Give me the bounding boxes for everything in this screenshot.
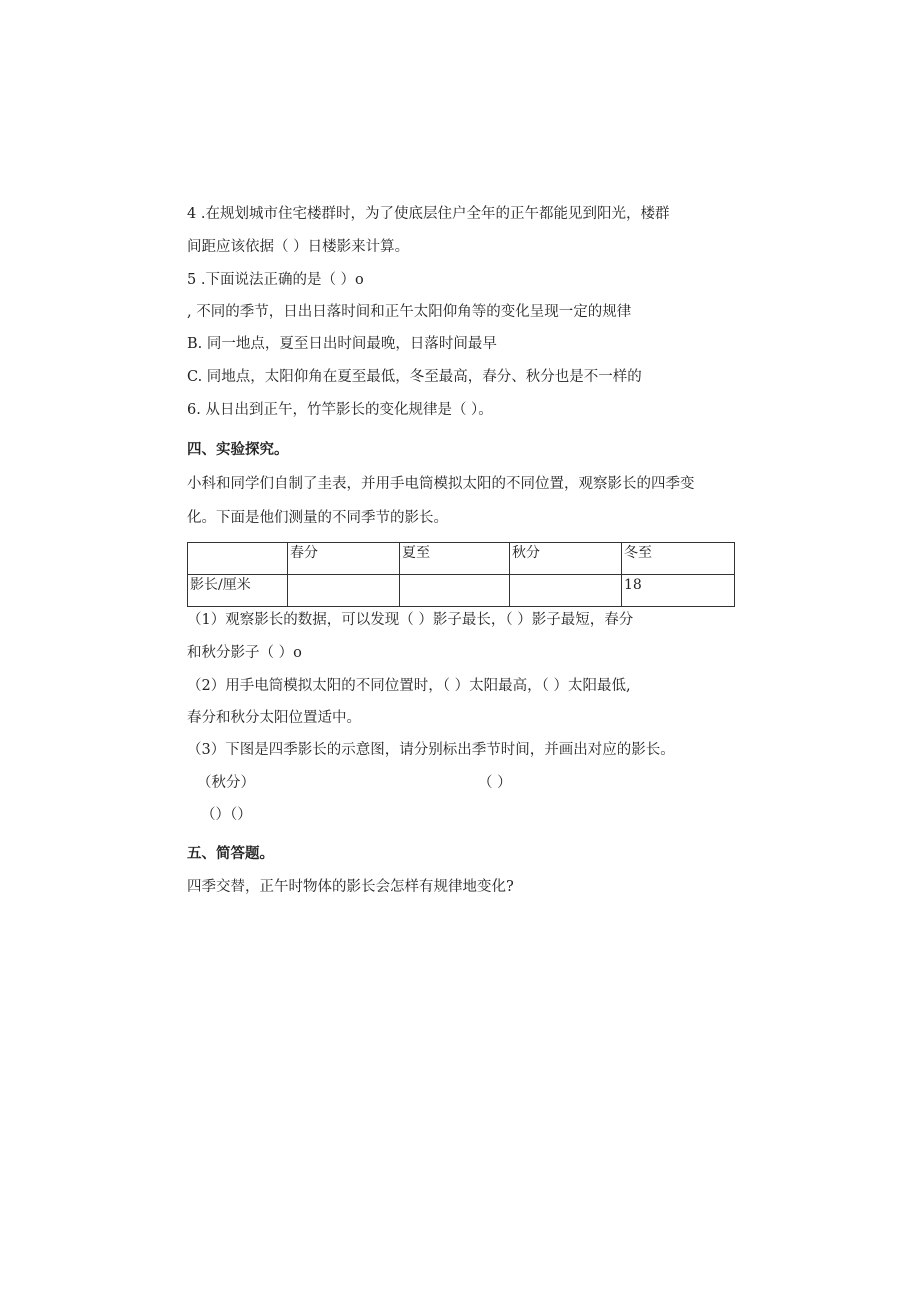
section-5-heading: 五、简答题。	[187, 846, 274, 862]
table-header-cell: 秋分	[510, 543, 622, 575]
table-header-cell: 夏至	[400, 543, 510, 575]
table-cell	[400, 575, 510, 607]
table-cell	[288, 575, 400, 607]
figure-label-blank-right: （ ）	[478, 775, 512, 791]
q4-line-1: 4 .在规划城市住宅楼群时，为了使底层住户全年的正午都能见到阳光，楼群	[187, 206, 670, 222]
sub-question-3: （3）下图是四季影长的示意图，请分别标出季节时间，并画出对应的影长。	[187, 742, 675, 758]
sub-question-1-line-2: 和秋分影子（ ）o	[187, 645, 302, 661]
table-header-cell	[188, 543, 288, 575]
table-row	[188, 575, 735, 607]
q5-option-b: B. 同一地点，夏至日出时间最晚，日落时间最早	[187, 336, 497, 352]
section-4-intro-line-1: 小科和同学们自制了圭表，并用手电筒模拟太阳的不同位置，观察影长的四季变	[187, 476, 695, 492]
sub-question-1-line-1: （1）观察影长的数据，可以发现（ ）影子最长，（ ）影子最短，春分	[187, 612, 634, 628]
table-header-row	[188, 543, 735, 575]
table-cell	[510, 575, 622, 607]
q5-option-a: , 不同的季节，日出日落时间和正午太阳仰角等的变化呈现一定的规律	[187, 304, 632, 320]
table-header-cell: 冬至	[622, 543, 735, 575]
q5-stem: 5 .下面说法正确的是（ ）o	[187, 272, 364, 288]
q6-question: 6. 从日出到正午，竹竿影长的变化规律是（ ）。	[187, 402, 493, 418]
section-4-intro-line-2: 化。下面是他们测量的不同季节的影长。	[187, 510, 448, 526]
sub-question-2-line-2: 春分和秋分太阳位置适中。	[187, 710, 361, 726]
section-5-question: 四季交替，正午时物体的影长会怎样有规律地变化?	[187, 879, 514, 895]
q5-option-c: C. 同地点，太阳仰角在夏至最低，冬至最高，春分、秋分也是不一样的	[187, 369, 642, 385]
figure-label-blank-bottom: （）（）	[201, 807, 252, 823]
section-4-heading: 四、实验探究。	[187, 442, 289, 458]
table-row-label: 影长/厘米	[188, 575, 288, 607]
table-header-cell: 春分	[288, 543, 400, 575]
shadow-length-table	[187, 542, 735, 607]
table-cell: 18	[622, 575, 735, 607]
figure-label-autumn: （秋分）	[197, 775, 255, 791]
sub-question-2-line-1: （2）用手电筒模拟太阳的不同位置时，（ ）太阳最高，（ ）太阳最低,	[187, 678, 631, 694]
q4-line-2: 间距应该依据（ ）日楼影来计算。	[187, 239, 410, 255]
